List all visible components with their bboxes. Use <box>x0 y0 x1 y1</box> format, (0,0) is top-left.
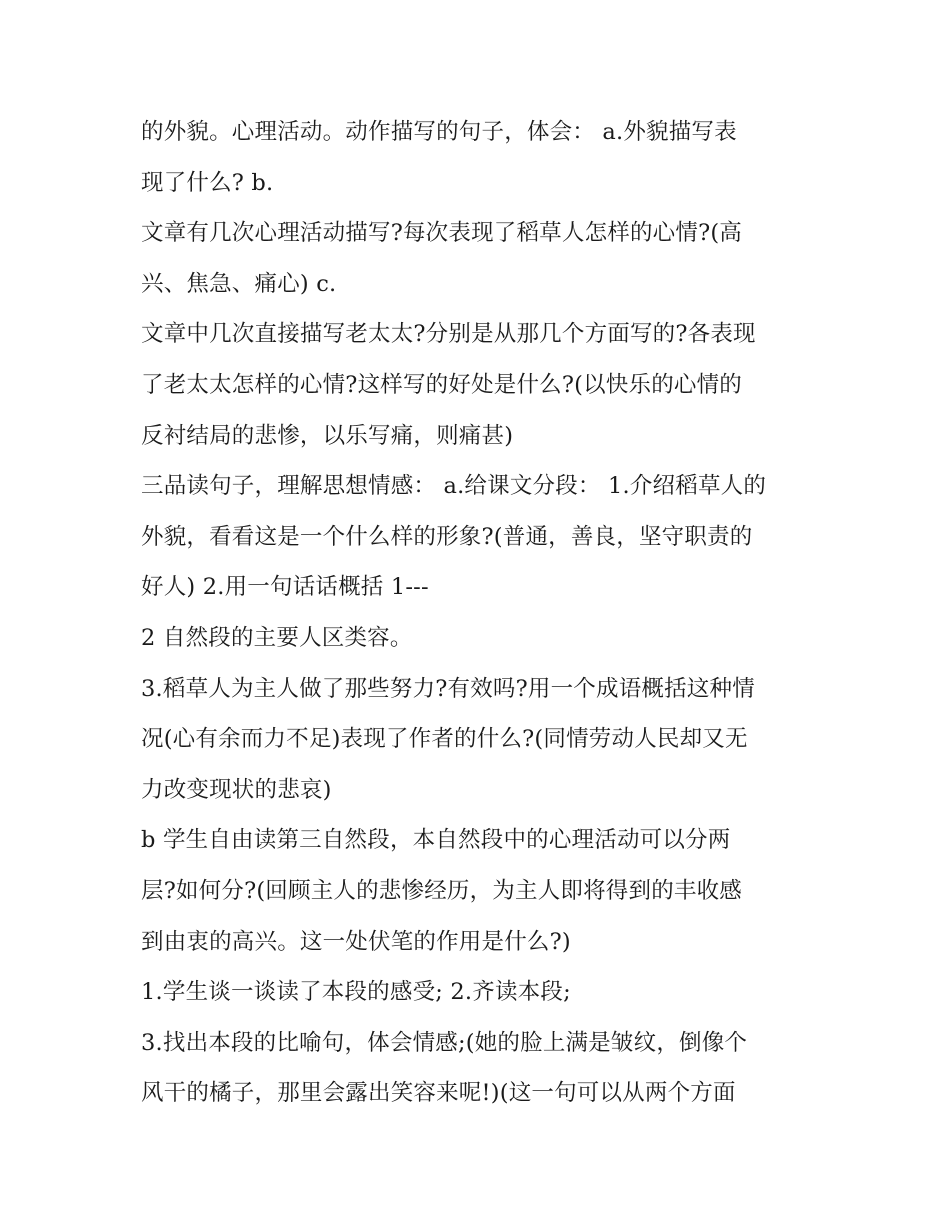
text-line: 况(心有余而力不足)表现了作者的什么?(同情劳动人民却又无 <box>141 726 748 753</box>
text-line: 外貌，看看这是一个什么样的形象?(普通，善良，坚守职责的 <box>141 523 753 550</box>
text-line: 层?如何分?(回顾主人的悲惨经历，为主人即将得到的丰收感 <box>141 877 743 904</box>
text-line: 的外貌。心理活动。动作描写的句子，体会： a.外貌描写表 <box>141 119 737 145</box>
text-line: 反衬结局的悲惨，以乐写痛，则痛甚) <box>141 422 514 449</box>
text-line: 现了什么? b. <box>141 169 274 196</box>
text-line: 2 自然段的主要人区类容。 <box>141 624 413 651</box>
text-line: 1.学生谈一谈读了本段的感受; 2.齐读本段; <box>141 979 571 1006</box>
text-line: 了老太太怎样的心情?这样写的好处是什么?(以快乐的心情的 <box>141 371 743 398</box>
text-line: 三品读句子，理解思想情感： a.给课文分段： 1.介绍稻草人的 <box>141 473 767 500</box>
text-line: 文章有几次心理活动描写?每次表现了稻草人怎样的心情?(高 <box>141 220 743 247</box>
text-line: 到由衷的高兴。这一处伏笔的作用是什么?) <box>141 928 571 955</box>
text-line: 文章中几次直接描写老太太?分别是从那几个方面写的?各表现 <box>141 321 756 348</box>
text-line: 力改变现状的悲哀) <box>141 776 332 803</box>
text-line: 3.稻草人为主人做了那些努力?有效吗?用一个成语概括这种情 <box>141 675 755 702</box>
text-line: 兴、焦急、痛心) c. <box>141 270 337 297</box>
text-line: b 学生自由读第三自然段，本自然段中的心理活动可以分两 <box>141 827 731 854</box>
text-line: 3.找出本段的比喻句，体会情感;(她的脸上满是皱纹，倒像个 <box>141 1029 748 1056</box>
text-line: 风干的橘子，那里会露出笑容来呢!)(这一句可以从两个方面 <box>141 1080 736 1107</box>
document-body <box>141 107 821 1119</box>
text-line: 好人) 2.用一句话话概括 1--- <box>141 574 429 601</box>
